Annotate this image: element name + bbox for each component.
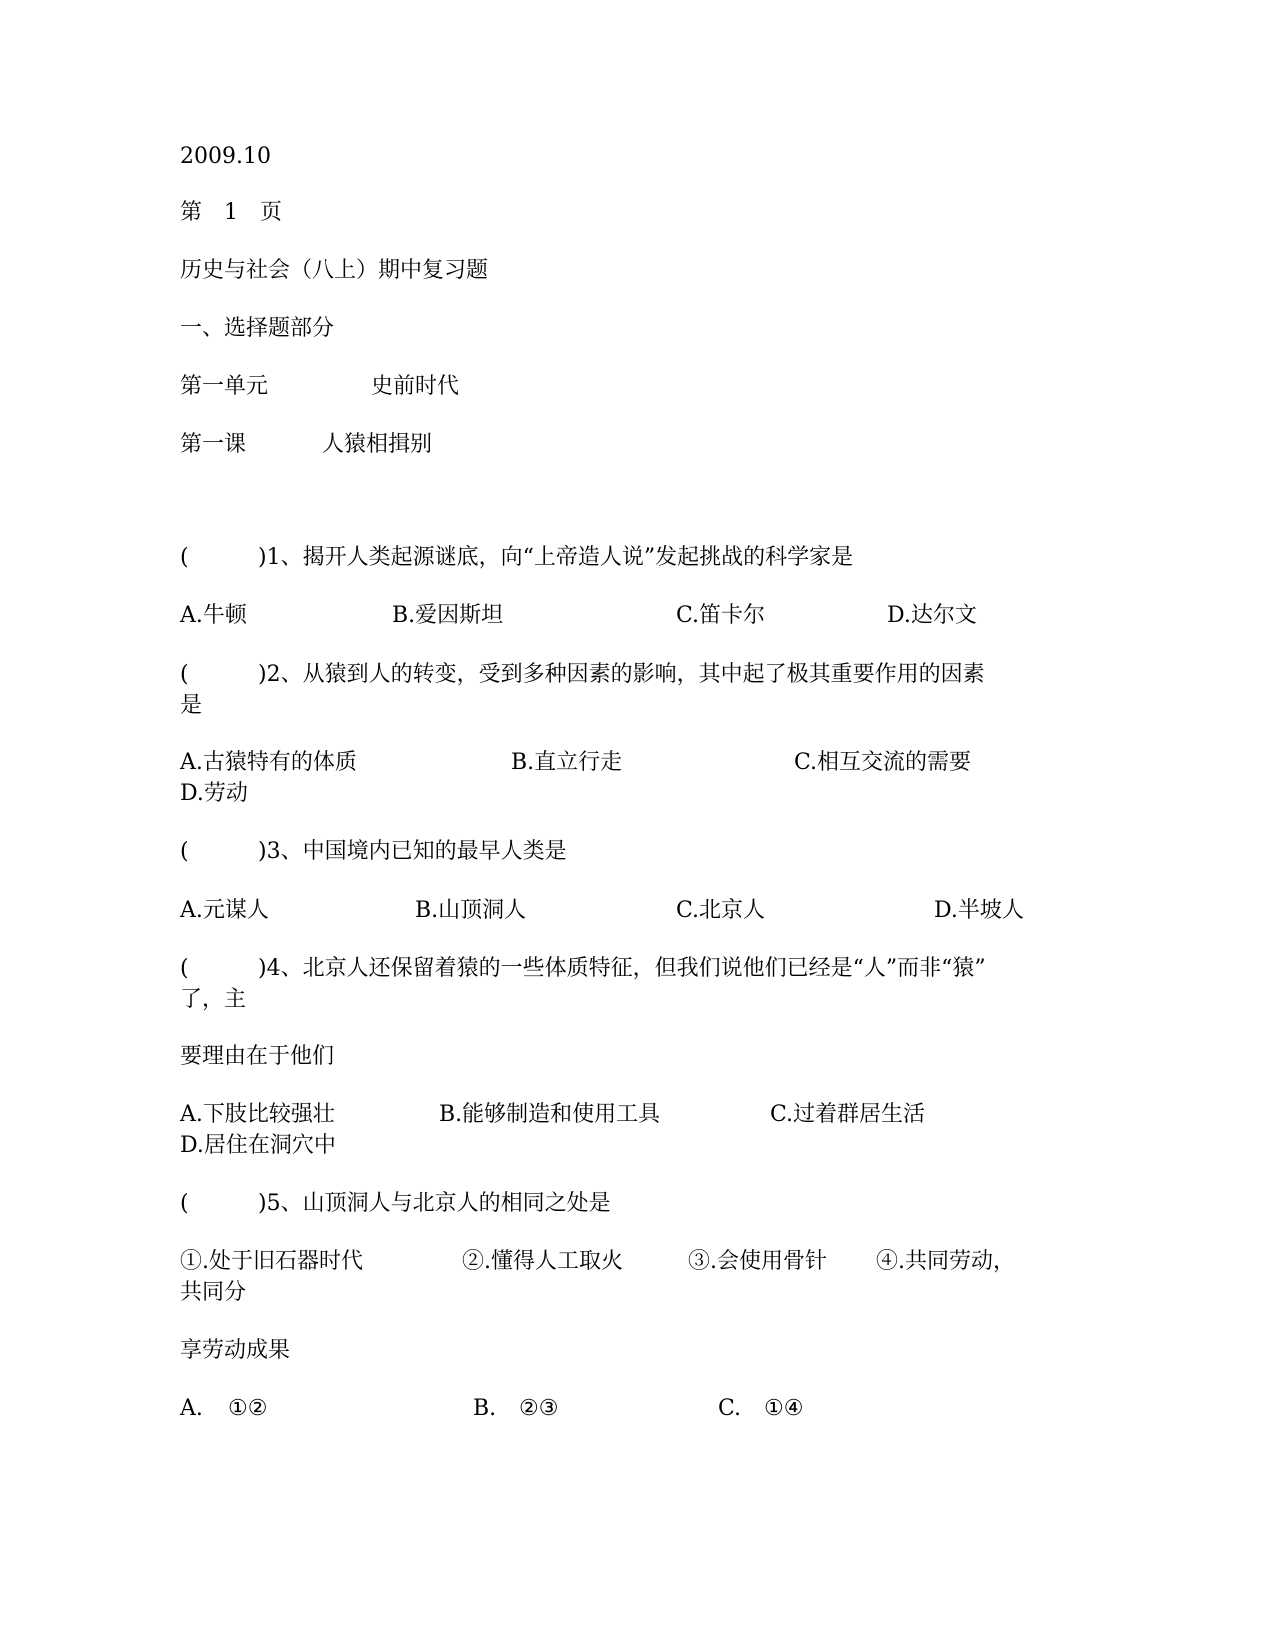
section-heading: 一、选择题部分 — [180, 316, 335, 341]
answer-blank: ( — [180, 1191, 189, 1216]
question-3-text: )3、中国境内已知的最早人类是 — [258, 839, 567, 864]
option-letter: A. — [180, 1396, 203, 1421]
lesson-name: 人猿相揖别 — [322, 432, 433, 457]
page-number: 第 1 页 — [180, 200, 282, 225]
option-letter: C. — [718, 1396, 742, 1421]
question-4-text-cont: 要理由在于他们 — [180, 1044, 335, 1069]
option: B.爱因斯坦 — [392, 603, 504, 628]
answer-blank: ( — [180, 662, 189, 687]
option: A.牛顿 — [180, 603, 247, 628]
question-5-text: )5、山顶洞人与北京人的相同之处是 — [258, 1191, 611, 1216]
option: B.能够制造和使用工具 — [439, 1102, 661, 1127]
option: D.劳动 — [180, 781, 248, 806]
option: D.半坡人 — [934, 898, 1024, 923]
option: B.山顶洞人 — [415, 898, 527, 923]
option: C.北京人 — [676, 898, 766, 923]
question-2-text-cont: 是 — [180, 693, 203, 718]
option-value: ②③ — [519, 1396, 559, 1421]
statement-item-cont: 共同分 — [180, 1280, 247, 1305]
option: C.笛卡尔 — [676, 603, 766, 628]
option-value: ①② — [228, 1396, 268, 1421]
question-4-text: )4、北京人还保留着猿的一些体质特征，但我们说他们已经是“人”而非“猿” — [258, 956, 986, 981]
date: 2009.10 — [180, 144, 271, 169]
statement-item: ①.处于旧石器时代 — [180, 1249, 363, 1274]
statement-item: ②.懂得人工取火 — [462, 1249, 623, 1274]
option: B.直立行走 — [511, 750, 623, 775]
option: A.元谋人 — [180, 898, 269, 923]
option: D.达尔文 — [887, 603, 977, 628]
unit-label: 第一单元 — [180, 374, 269, 399]
question-4-text-cont: 了，主 — [180, 987, 247, 1012]
statement-item: ④.共同劳动， — [876, 1249, 1015, 1274]
lesson-label: 第一课 — [180, 432, 247, 457]
statement-item: ③.会使用骨针 — [688, 1249, 827, 1274]
document-title: 历史与社会（八上）期中复习题 — [180, 258, 489, 283]
option: C.过着群居生活 — [770, 1102, 926, 1127]
answer-blank: ( — [180, 545, 189, 570]
option: A.古猿特有的体质 — [180, 750, 357, 775]
statement-item-cont: 享劳动成果 — [180, 1338, 291, 1363]
option-value: ①④ — [764, 1396, 804, 1421]
option-letter: B. — [473, 1396, 497, 1421]
answer-blank: ( — [180, 839, 189, 864]
question-1-text: )1、揭开人类起源谜底，向“上帝造人说”发起挑战的科学家是 — [258, 545, 854, 570]
unit-name: 史前时代 — [371, 374, 460, 399]
option: C.相互交流的需要 — [794, 750, 972, 775]
option: D.居住在洞穴中 — [180, 1133, 336, 1158]
option: A.下肢比较强壮 — [180, 1102, 335, 1127]
answer-blank: ( — [180, 956, 189, 981]
question-2-text: )2、从猿到人的转变，受到多种因素的影响，其中起了极其重要作用的因素 — [258, 662, 985, 687]
